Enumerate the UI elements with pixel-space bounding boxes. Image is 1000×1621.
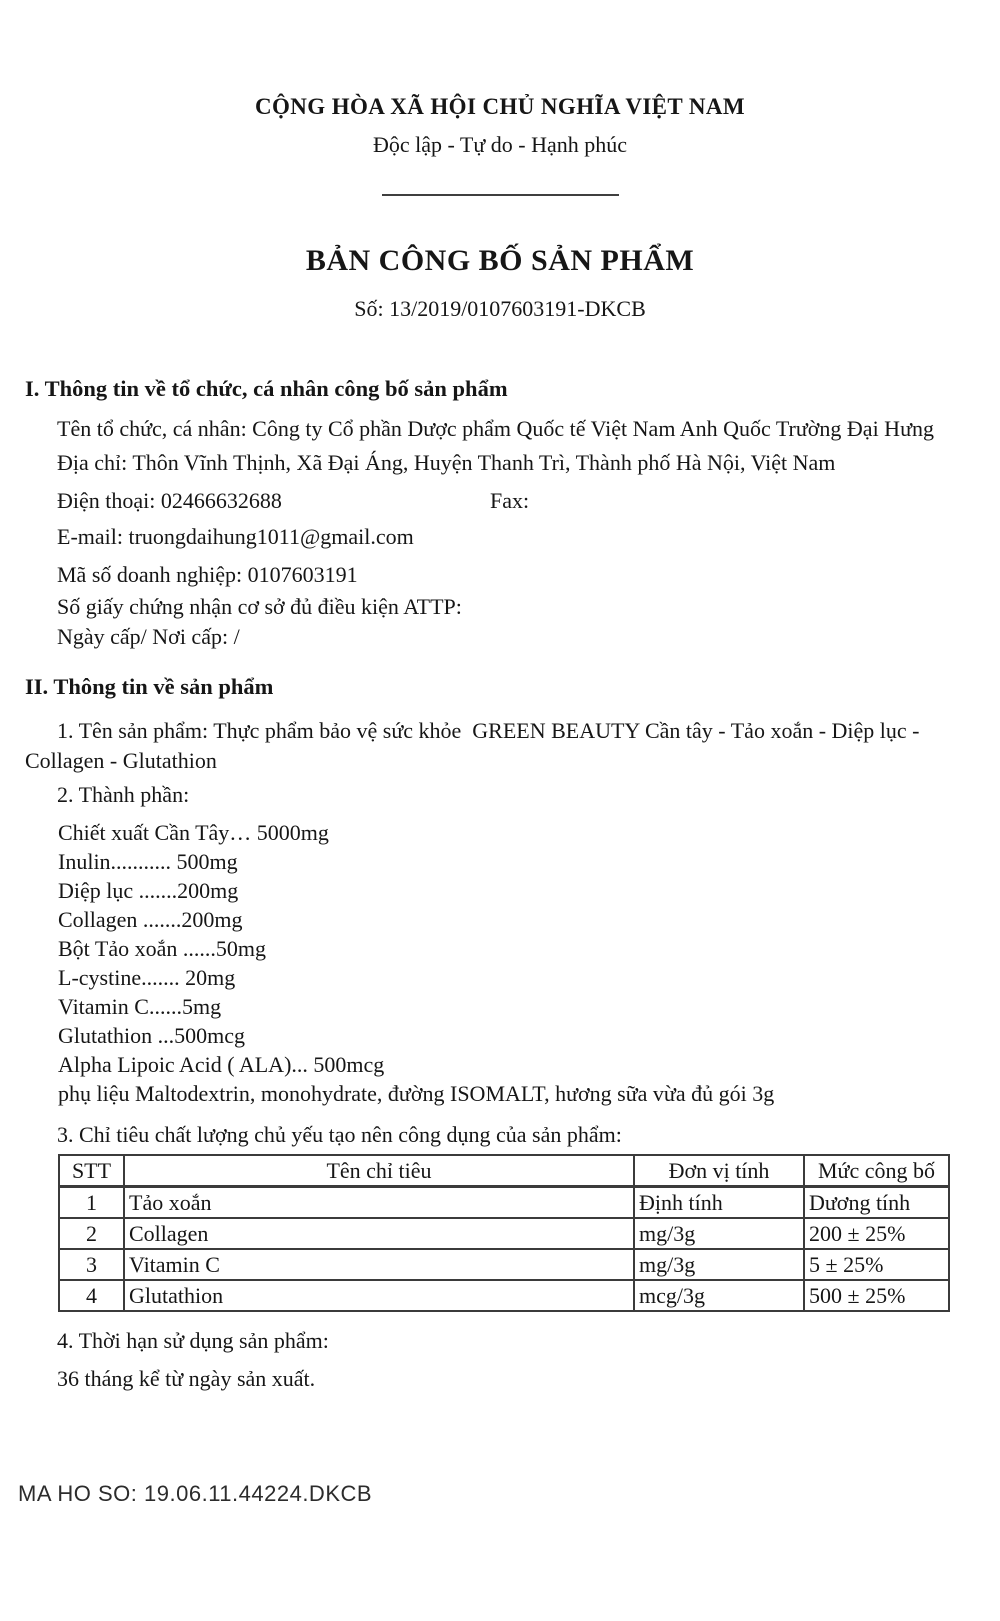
attp-cert-line: Số giấy chứng nhận cơ sở đủ điều kiện ATTP: [57,594,462,619]
cell-declared-level: Dương tính [804,1187,949,1219]
table-row [59,1280,949,1311]
ingredient-line: Chiết xuất Cần Tây… 5000mg [58,820,329,845]
phone-value: Điện thoại: 02466632688 [57,488,282,513]
col-header-declared-level: Mức công bố [804,1155,949,1187]
issue-date-place-line: Ngày cấp/ Nơi cấp: / [57,624,240,649]
col-header-criterion: Tên chỉ tiêu [124,1155,634,1187]
section1-heading: I. Thông tin về tổ chức, cá nhân công bố sản phẩm [25,376,508,401]
org-name-line: Tên tổ chức, cá nhân: Công ty Cổ phần Dược phẩm Quốc tế Việt Nam Anh Quốc Trường Đại Hưng [57,416,934,441]
ingredient-line: L-cystine....... 20mg [58,965,236,990]
national-motto: Độc lập - Tự do - Hạnh phúc [372,132,628,157]
document-number: Số: 13/2019/0107603191-DKCB [354,296,646,321]
cell-declared-level: 5 ± 25% [804,1249,949,1280]
col-header-stt: STT [59,1155,124,1187]
product-name-line: 1. Tên sản phẩm: Thực phẩm bảo vệ sức khỏe GREEN BEAUTY Cần tây - Tảo xoắn - Diệp lục - Collagen - Glutathion [25,718,920,773]
ingredient-line: Collagen .......200mg [58,907,243,932]
cell-unit: mg/3g [634,1249,804,1280]
cell-stt: 2 [59,1218,124,1249]
col-header-unit: Đơn vị tính [634,1155,804,1187]
ingredient-line: Bột Tảo xoắn ......50mg [58,936,266,961]
document-body [0,374,1000,1394]
ingredient-line: Alpha Lipoic Acid ( ALA)... 500mcg [58,1052,385,1077]
table-header-row [59,1155,949,1187]
cell-stt: 4 [59,1280,124,1311]
cell-unit: mcg/3g [634,1280,804,1311]
cell-criterion: Glutathion [124,1280,634,1311]
national-header [0,0,1000,324]
dossier-code: MA HO SO: 19.06.11.44224.DKCB [18,1481,373,1506]
cell-unit: Định tính [634,1187,804,1219]
ingredient-line: Inulin........... 500mg [58,849,238,874]
cell-stt: 1 [59,1187,124,1219]
ingredient-line: Vitamin C......5mg [58,994,222,1019]
cell-declared-level: 500 ± 25% [804,1280,949,1311]
phone-line [25,486,945,516]
section2-heading: II. Thông tin về sản phẩm [25,674,274,699]
table-row [59,1249,949,1280]
cell-criterion: Collagen [124,1218,634,1249]
excipient-line: phụ liệu Maltodextrin, monohydrate, đường ISOMALT, hương sữa vừa đủ gói 3g [58,1081,775,1106]
national-title: CỘNG HÒA XÃ HỘI CHỦ NGHĨA VIỆT NAM [254,94,746,119]
quality-heading: 3. Chỉ tiêu chất lượng chủ yếu tạo nên công dụng của sản phẩm: [57,1122,622,1147]
address-line: Địa chỉ: Thôn Vĩnh Thịnh, Xã Đại Áng, Huyện Thanh Trì, Thành phố Hà Nội, Việt Nam [57,450,836,475]
ingredient-line: Diệp lục .......200mg [58,878,239,903]
ingredient-line: Glutathion ...500mcg [58,1023,245,1048]
quality-criteria-table [58,1154,950,1312]
business-code-line: Mã số doanh nghiệp: 0107603191 [57,562,358,587]
header-divider-line [382,194,619,196]
shelf-life-heading: 4. Thời hạn sử dụng sản phẩm: [57,1328,329,1353]
cell-declared-level: 200 ± 25% [804,1218,949,1249]
email-line: E-mail: truongdaihung1011@gmail.com [57,524,414,549]
fax-label: Fax: [490,488,530,513]
table-row [59,1187,949,1219]
ingredients-list [58,818,945,1108]
table-row [59,1218,949,1249]
cell-criterion: Vitamin C [124,1249,634,1280]
cell-stt: 3 [59,1249,124,1280]
shelf-life-value: 36 tháng kể từ ngày sản xuất. [57,1366,316,1391]
document-title: BẢN CÔNG BỐ SẢN PHẨM [305,244,695,277]
cell-unit: mg/3g [634,1218,804,1249]
ingredients-heading: 2. Thành phần: [57,782,190,807]
cell-criterion: Tảo xoắn [124,1187,634,1219]
